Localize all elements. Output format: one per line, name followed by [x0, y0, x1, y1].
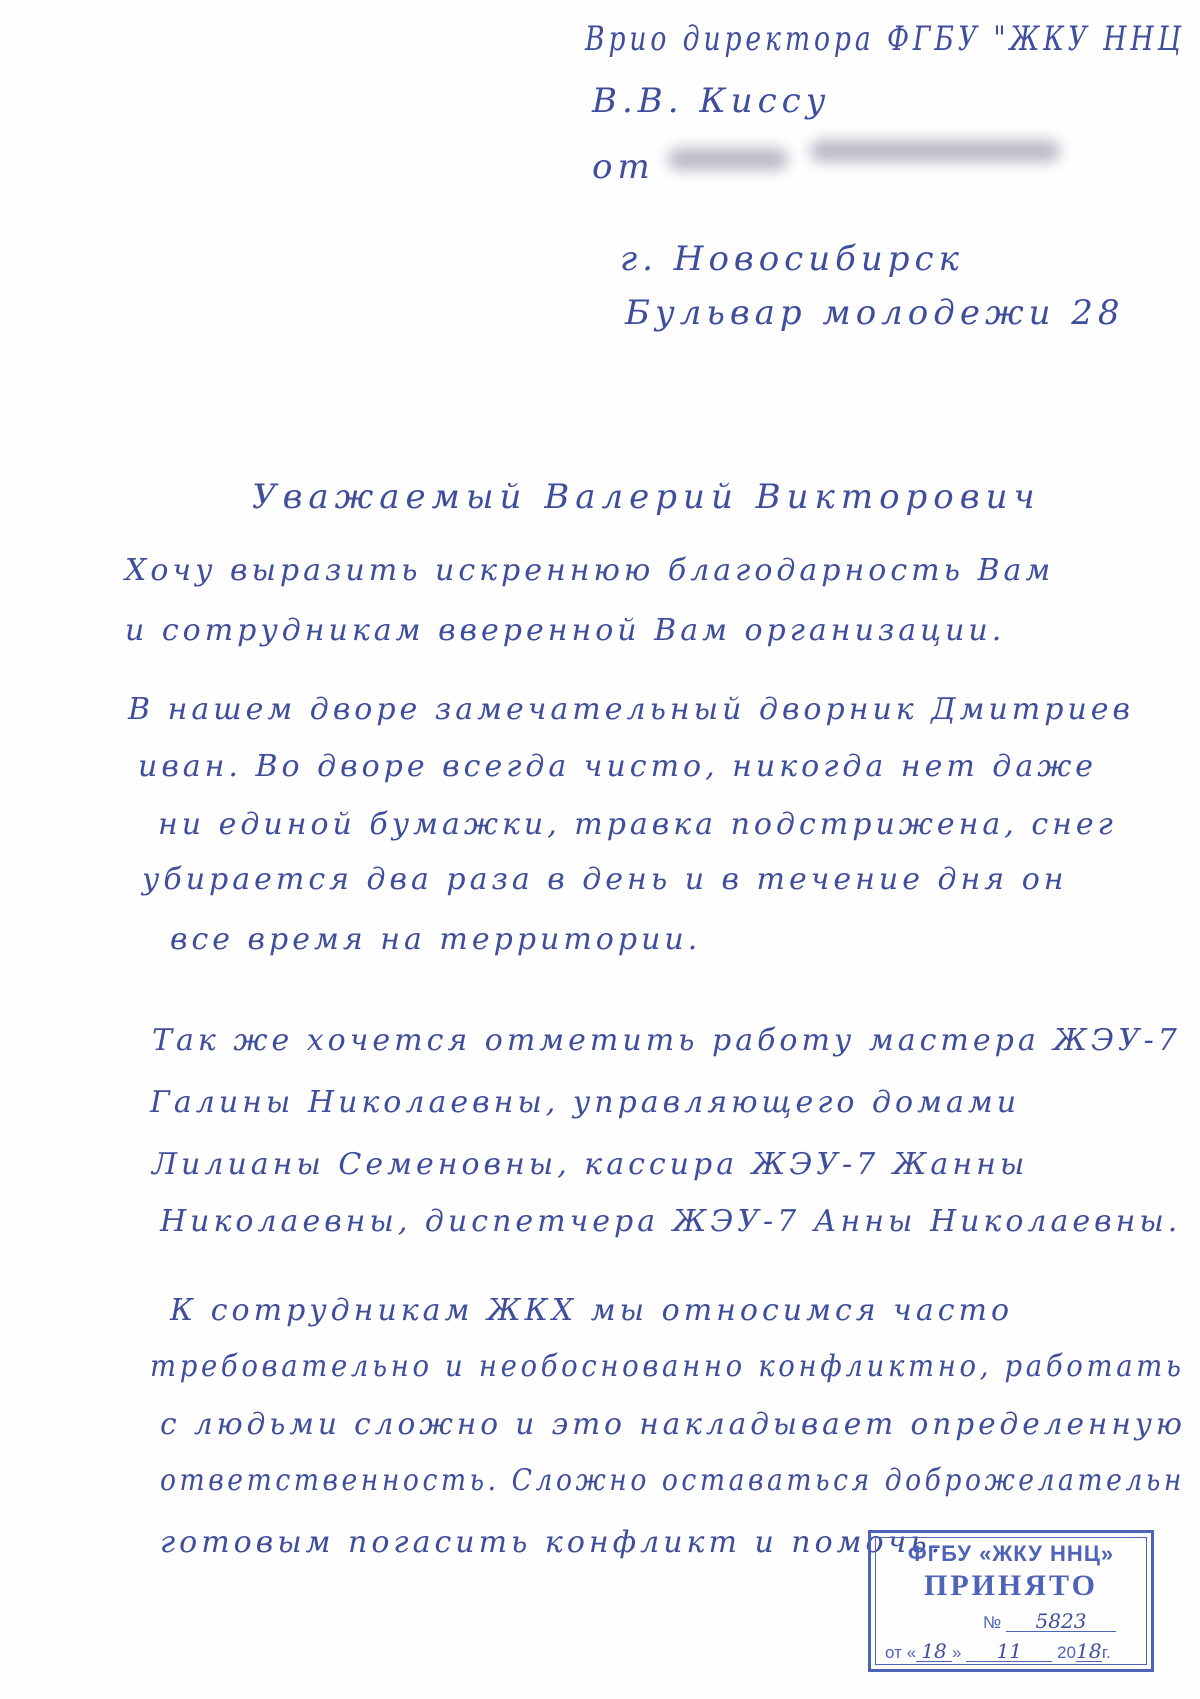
body-line: и сотрудникам вверенной Вам организации.	[125, 613, 1006, 648]
body-line: В нашем дворе замечательный дворник Дмитриев	[128, 692, 1134, 727]
stamp-number: 5823	[1006, 1611, 1116, 1632]
body-line: Так же хочется отметить работу мастера ЖЭУ-7	[152, 1023, 1181, 1058]
body-line: все время на территории.	[170, 922, 702, 957]
body-line: Галины Николаевны, управляющего домами	[150, 1085, 1021, 1120]
stamp-date-prefix: от «	[885, 1643, 917, 1662]
body-line: К сотрудникам ЖКХ мы относимся часто	[170, 1293, 1014, 1328]
body-line: Николаевны, диспетчера ЖЭУ-7 Анны Николаевны.	[160, 1204, 1182, 1239]
redacted-sender-surname	[810, 140, 1060, 162]
salutation: Уважаемый Валерий Викторович	[252, 477, 1041, 517]
recipient-title: Врио директора ФГБУ "ЖКУ ННЦ	[585, 19, 1185, 59]
body-line: Хочу выразить искреннюю благодарность Вам	[125, 553, 1055, 588]
sender-street: Бульвар молодежи 28	[625, 293, 1125, 333]
body-line: требовательно и необоснованно конфликтно, работать	[150, 1349, 1185, 1384]
body-line: ответственность. Сложно оставаться доброжелательн	[160, 1463, 1185, 1498]
body-line: убирается два раза в день и в течение дня он	[142, 862, 1068, 897]
stamp-year: 18	[1076, 1639, 1102, 1663]
stamp-year-close: г.	[1101, 1643, 1111, 1662]
stamp-number-label: №	[983, 1613, 1002, 1632]
body-line: иван. Во дворе всегда чисто, никогда нет даже	[138, 749, 1098, 784]
stamp-number-row	[983, 1611, 1116, 1633]
recipient-name: В.В. Киссу	[592, 81, 831, 121]
sender-city: г. Новосибирск	[620, 239, 964, 279]
received-stamp	[868, 1530, 1154, 1672]
sender-label: от	[592, 147, 655, 187]
body-line: готовым погасить конфликт и помочь.	[160, 1525, 945, 1560]
redacted-sender-name	[668, 148, 788, 170]
stamp-date-row	[885, 1641, 1111, 1663]
stamp-day: 18	[916, 1641, 952, 1662]
stamp-status: ПРИНЯТО	[924, 1569, 1098, 1602]
stamp-year-prefix: 20	[1056, 1643, 1076, 1662]
stamp-day-close: »	[952, 1643, 962, 1662]
body-line: с людьми сложно и это накладывает определенную	[160, 1407, 1186, 1442]
stamp-month: 11	[966, 1641, 1052, 1662]
body-line: Лилианы Семеновны, кассира ЖЭУ-7 Жанны	[152, 1147, 1029, 1182]
stamp-organization: ФГБУ «ЖКУ ННЦ»	[907, 1541, 1115, 1566]
body-line: ни единой бумажки, травка подстрижена, снег	[158, 807, 1117, 842]
